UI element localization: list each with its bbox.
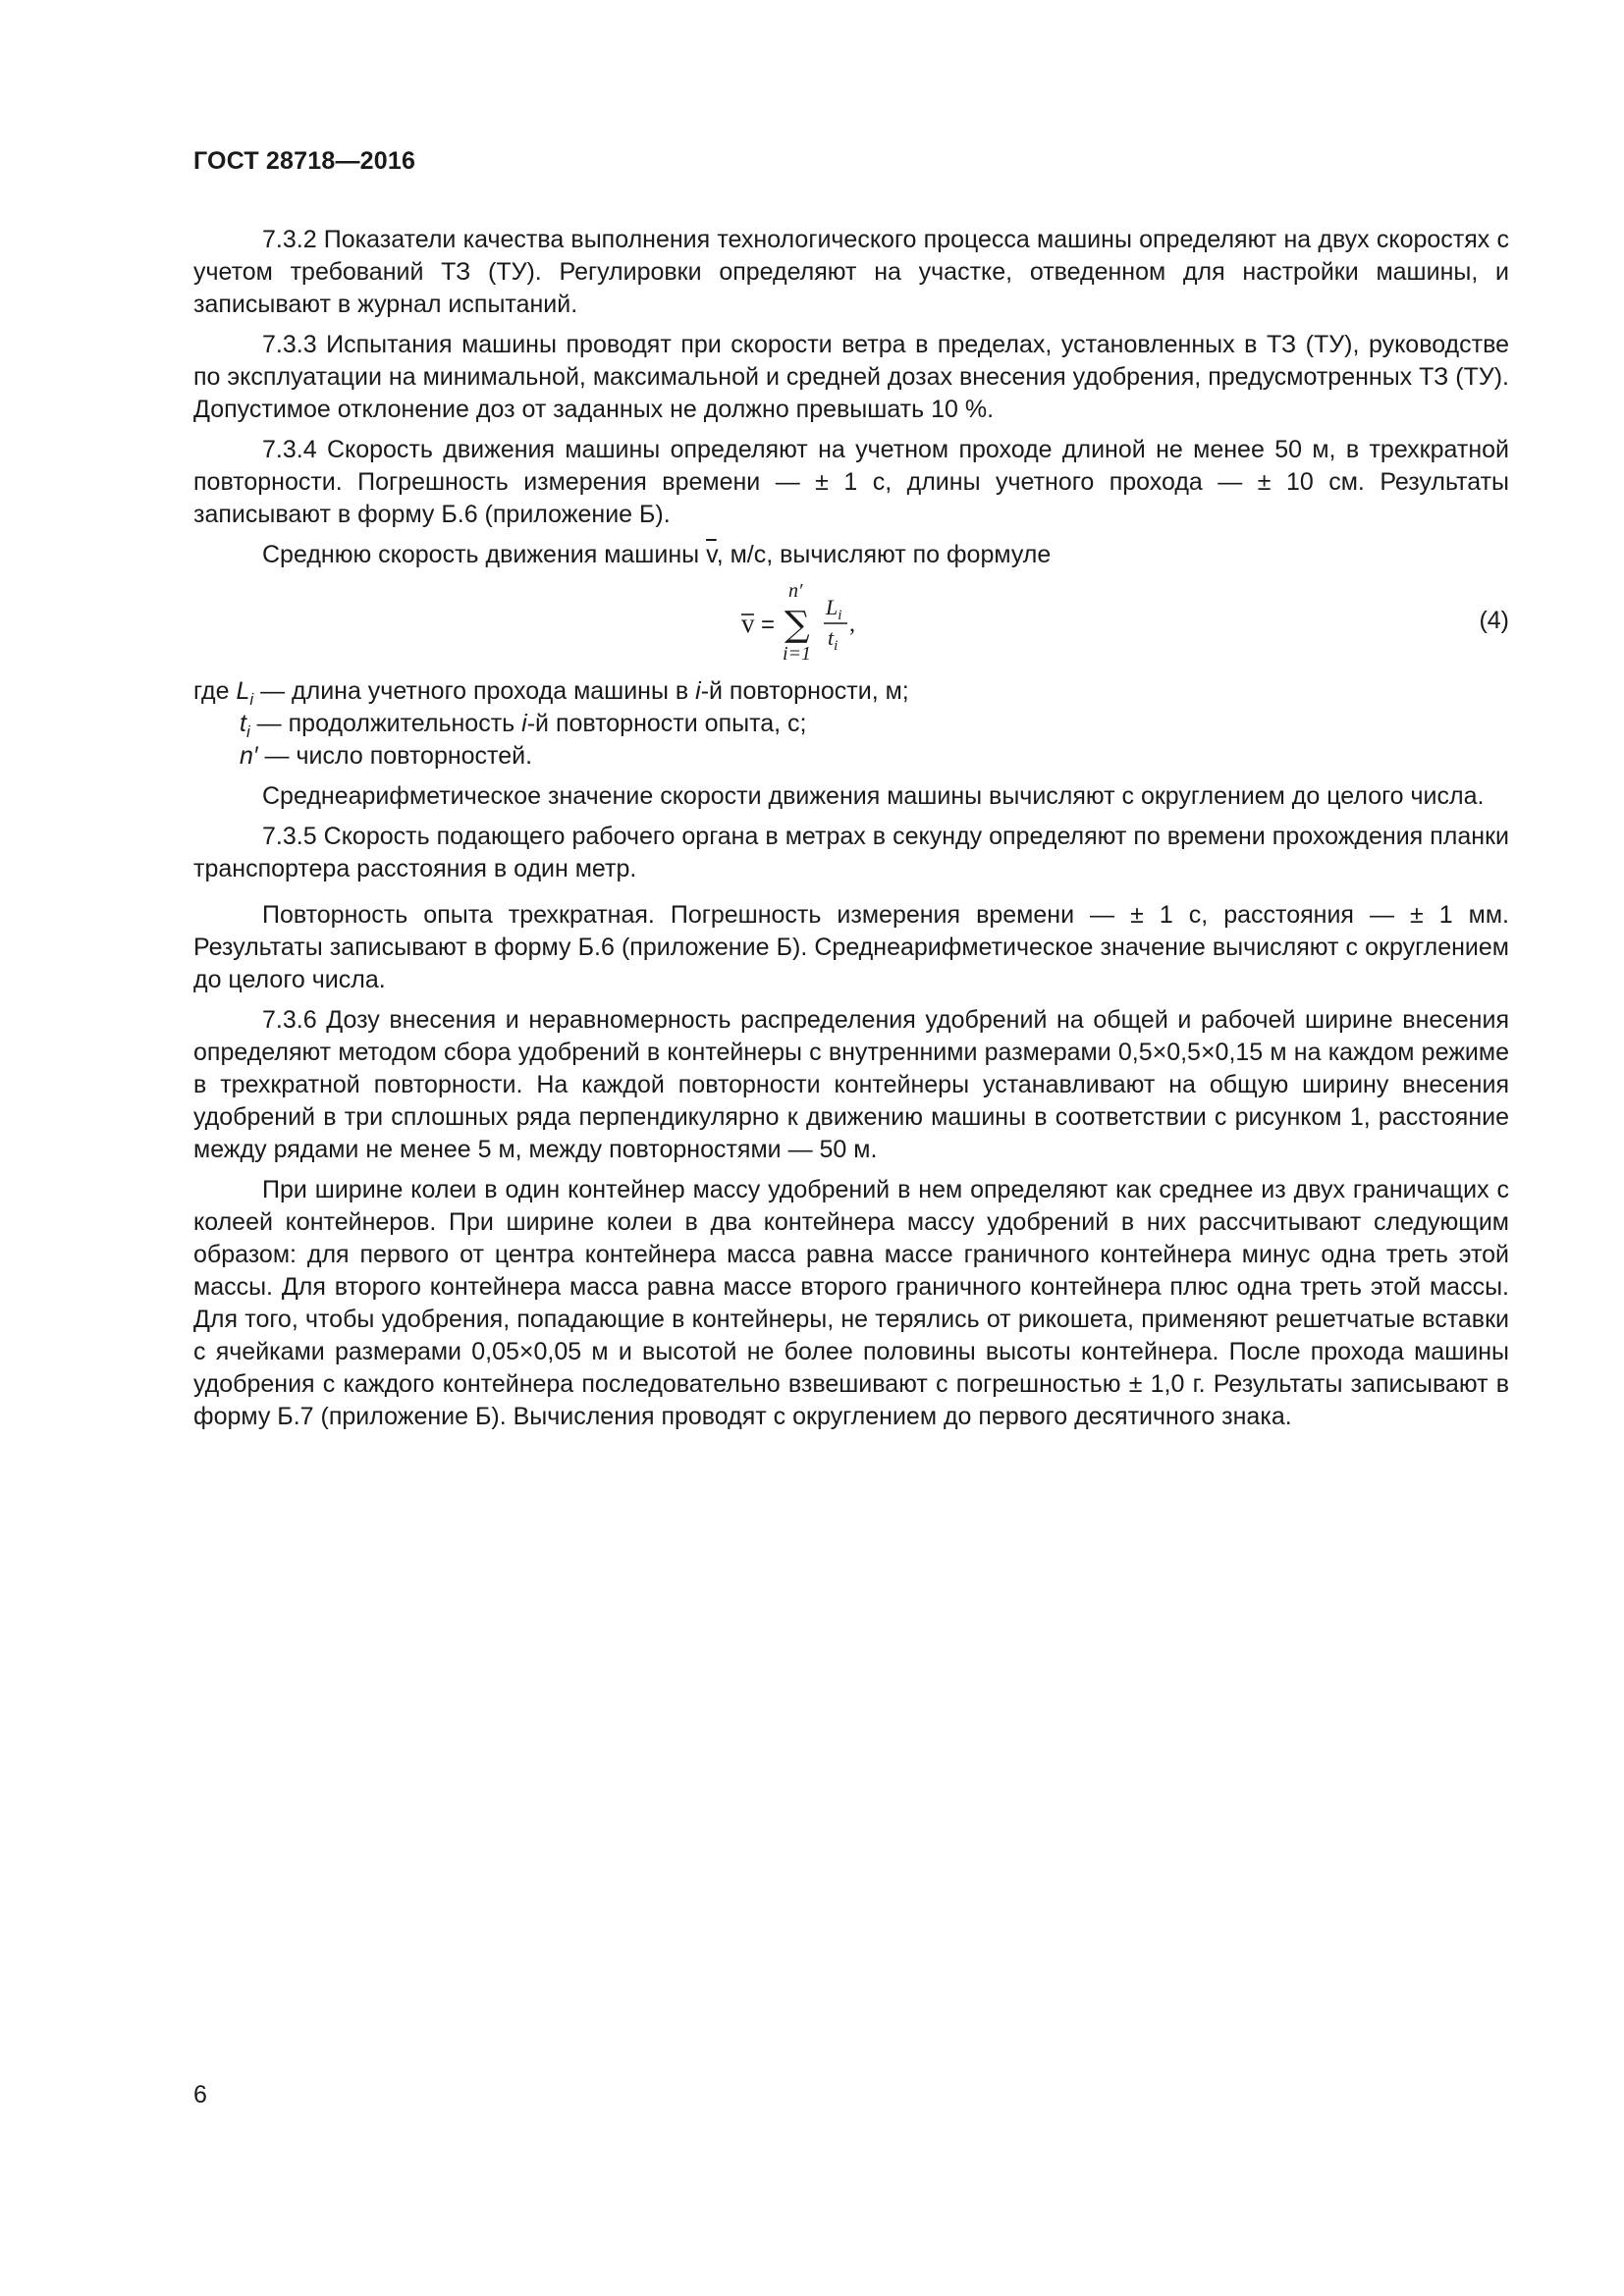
formula-numerator: $L_i$ xyxy=(826,595,842,623)
paragraph-7-3-6: 7.3.6 Дозу внесения и неравномерность распределения удобрений на общей и рабочей ширине внесения определяют методом сбора удобрений в контейнеры с внутренними размерами 0,5×0,5×0,15 м на каждом режиме в трехкратной повторности. На каждой повторности контейнеры устанавливают на общую ширину внесения удобрений в три сплошных ряда перпендикулярно к движению машины в соответствии с рисунком 1, расстояние между рядами не менее 5 м, между повторностями — 50 м. xyxy=(193,1006,1509,1163)
paragraph-7-3-5: 7.3.5 Скорость подающего рабочего органа в метрах в секунду определяют по времени прохождения планки транспортера расстояния в один метр. xyxy=(193,823,1509,882)
paragraph-repeat: Повторность опыта трехкратная. Погрешность измерения времени — ± 1 с, расстояния — ± 1 мм. Результаты записывают в форму Б.6 (приложение Б). Среднеарифметическое значение вычисляют с округлением до целого числа. xyxy=(193,901,1509,993)
sigma-icon: ∑ xyxy=(785,605,810,645)
paragraph-7-3-3: 7.3.3 Испытания машины проводят при скорости ветра в пределах, установленных в ТЗ (ТУ), руководстве по эксплуатации на минимальной, максимальной и средней дозах внесения удобрения, предусмотренных ТЗ (ТУ). Допустимое отклонение доз от заданных не должно превышать 10 %. xyxy=(193,331,1509,423)
formula-lhs: v xyxy=(741,609,755,638)
paragraph-7-3-2: 7.3.2 Показатели качества выполнения технологического процесса машины определяют на двух скоростях с учетом требований ТЗ (ТУ). Регулировки определяют на участке, отведенном для настройки машины, и записывают в журнал испытаний. xyxy=(193,226,1509,318)
formula-comma: , xyxy=(849,612,855,637)
formula-definitions xyxy=(193,675,1509,773)
formula-equals: = xyxy=(761,612,776,638)
paragraph-track: При ширине колеи в один контейнер массу удобрений в нем определяют как среднее из двух граничащих с колеей контейнеров. При ширине колеи в два контейнера массу удобрений в них рассчитывают следующим образом: для первого от центра контейнера масса равна массе граничного контейнера минус одна треть этой массы. Для второго контейнера масса равна массе второго граничного контейнера плюс одна треть этой массы. Для того, чтобы удобрения, попадающие в контейнеры, не терялись от рикошета, применяют решетчатые вставки с ячейками размерами 0,05×0,05 м и высотой не более половины высоты контейнера. После прохода машины удобрения с каждого контейнера последовательно взвешивают с погрешностью ± 1,0 г. Результаты записывают в форму Б.7 (приложение Б). Вычисления проводят с округлением до первого десятичного знака. xyxy=(193,1176,1509,1430)
paragraph-7-3-4: 7.3.4 Скорость движения машины определяют на учетном проходе длиной не менее 50 м, в трехкратной повторности. Погрешность измерения времени — ± 1 с, длины учетного прохода — ± 10 см. Результаты записывают в форму Б.6 (приложение Б). xyxy=(193,436,1509,528)
formula-intro-after: , м/с, вычисляют по формуле xyxy=(716,541,1052,568)
formula-4 xyxy=(193,577,1509,671)
velocity-symbol: $\overline{v}$ xyxy=(706,541,717,568)
formula-number: (4) xyxy=(1479,607,1509,634)
document-body xyxy=(193,224,1509,1433)
formula-expression xyxy=(737,577,875,671)
formula-denominator: $t_i$ xyxy=(828,625,839,654)
formula-intro xyxy=(193,539,1509,571)
formula-lower-limit: i=1 xyxy=(783,643,812,665)
page-number: 6 xyxy=(193,2081,207,2109)
paragraph-mean-round: Среднеарифметическое значение скорости движения машины вычисляют с округлением до целого числа. xyxy=(262,782,1485,810)
definition-t: $t_i$ — продолжительность i-й повторности опыта, с; xyxy=(240,710,807,741)
definition-L: где $L_i$ — длина учетного прохода машины в i-й повторности, м; xyxy=(193,677,909,709)
definition-n: n′ — число повторностей. xyxy=(240,742,533,770)
formula-intro-before: Среднюю скорость движения машины xyxy=(262,541,707,568)
formula-upper-limit: n′ xyxy=(788,580,803,602)
standard-header: ГОСТ 28718—2016 xyxy=(193,147,416,175)
